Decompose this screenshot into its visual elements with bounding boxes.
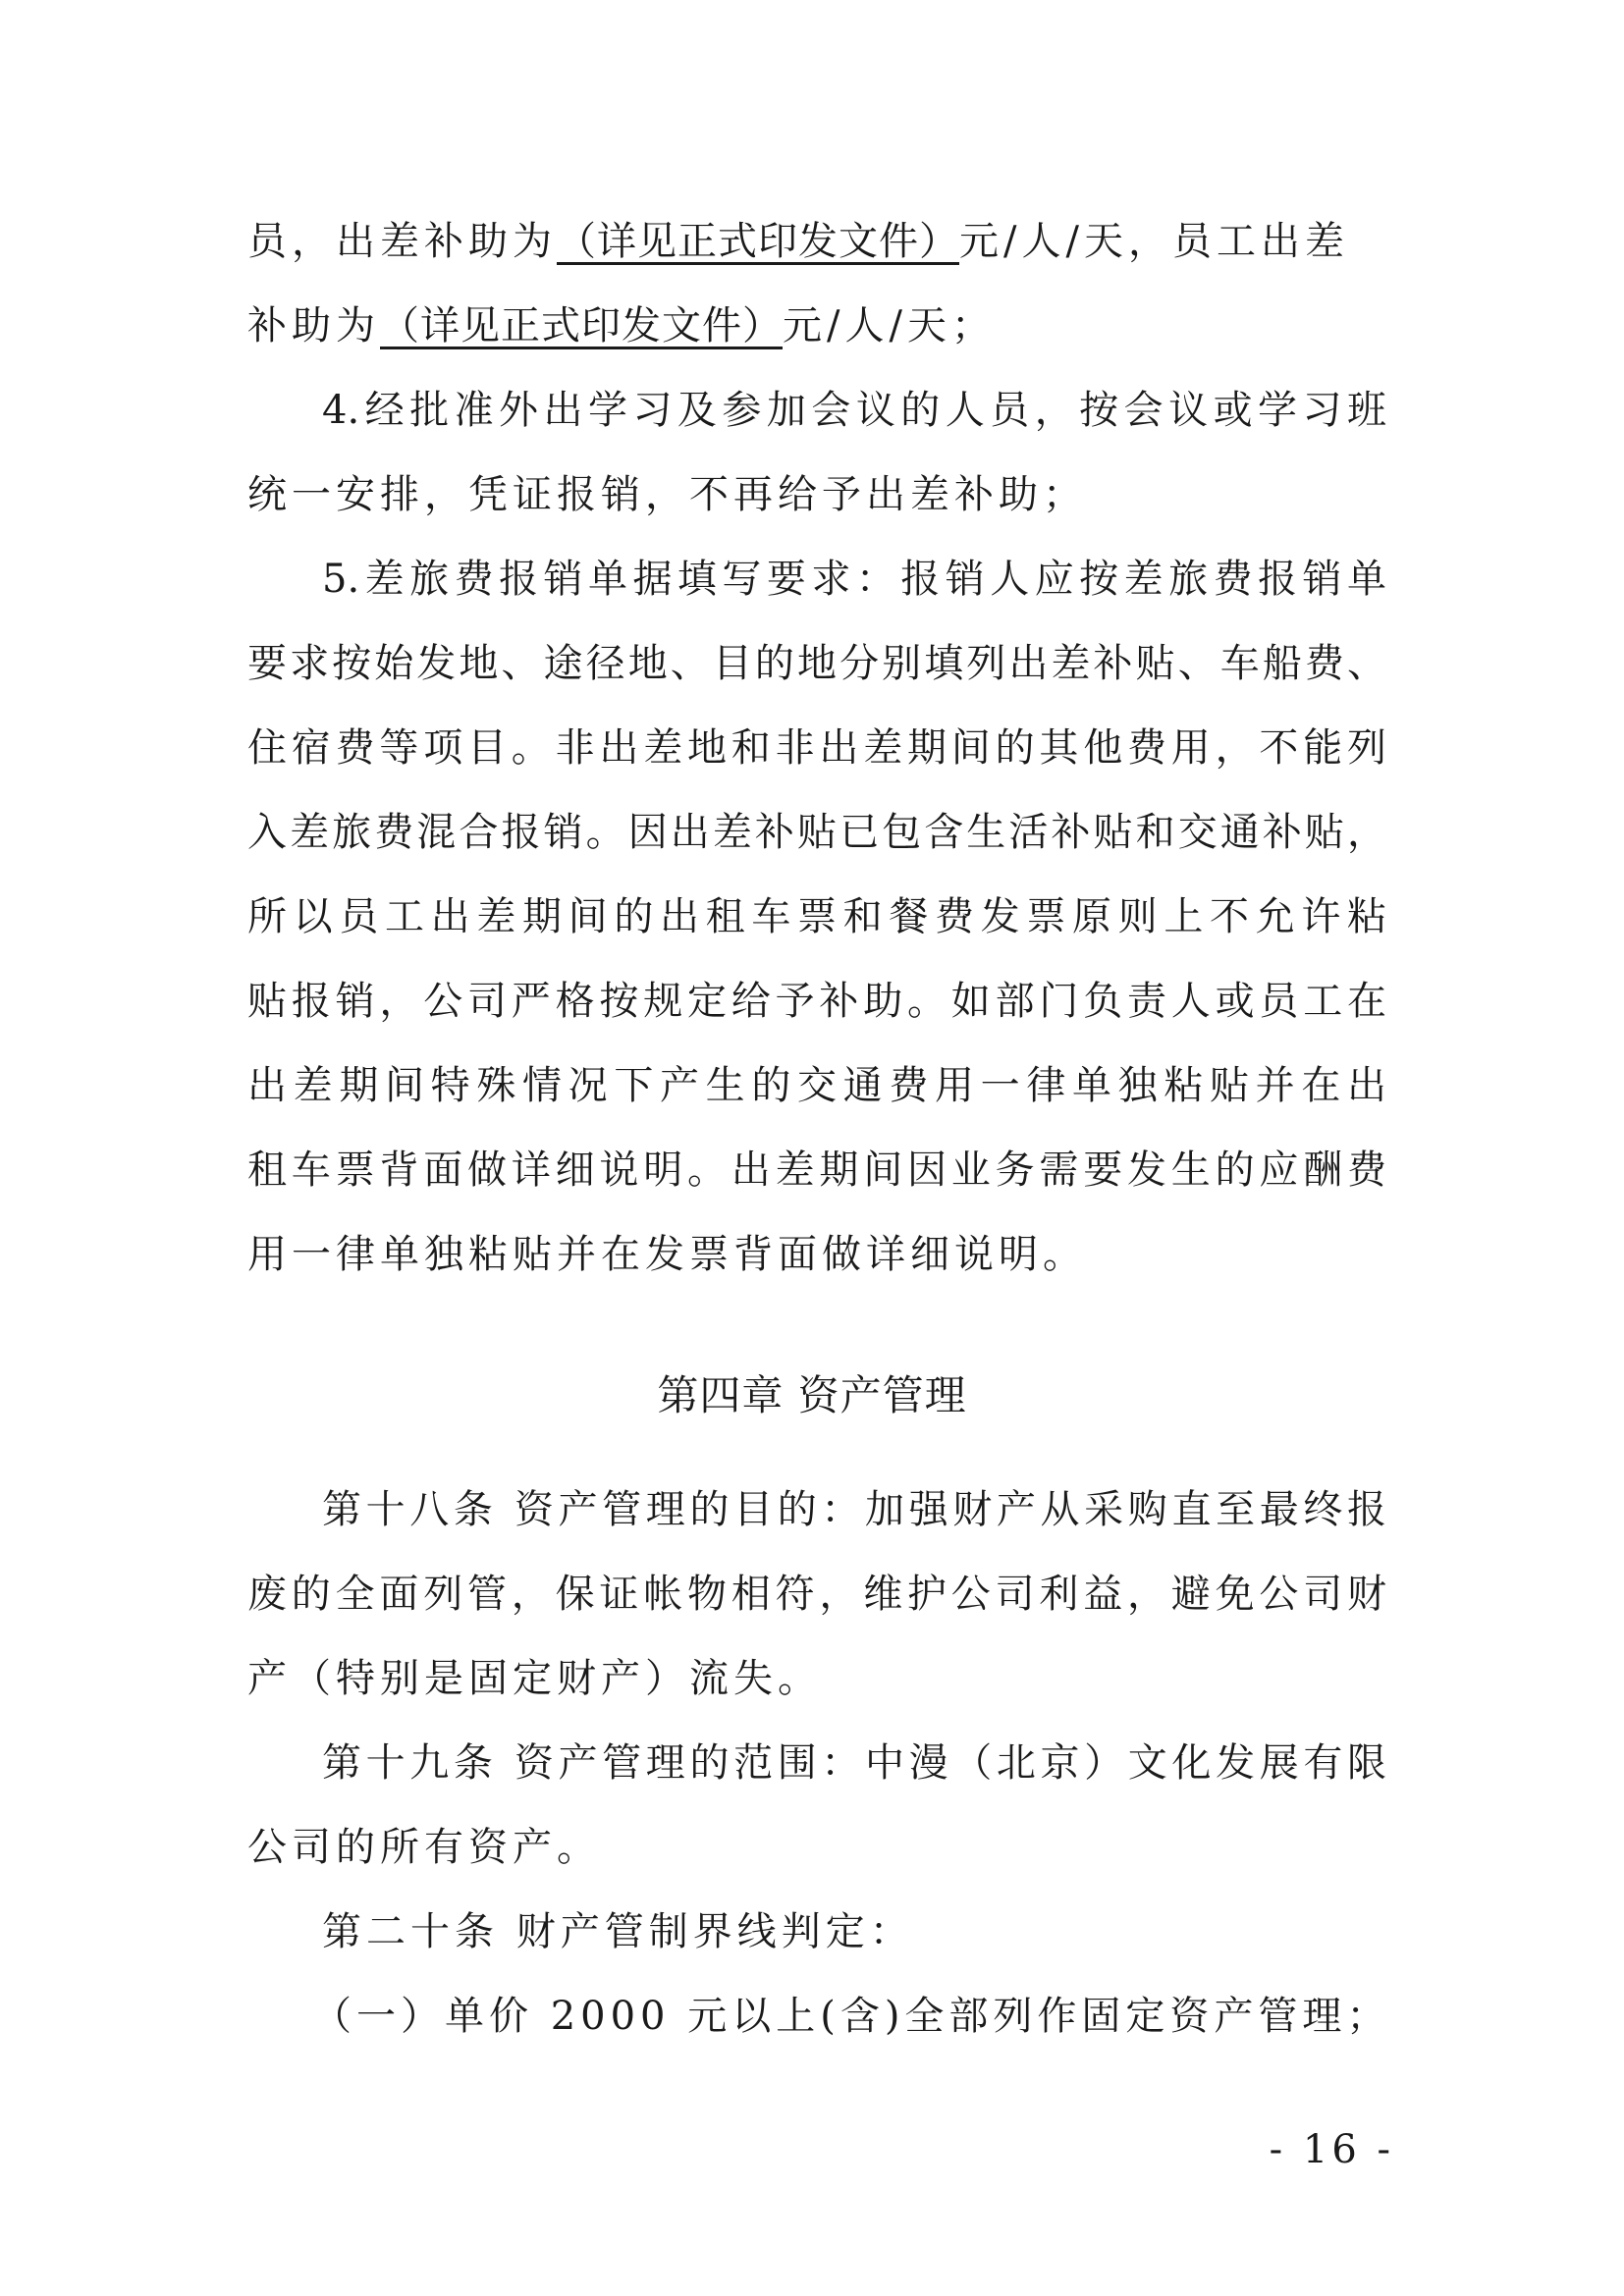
text-line: （一）单价 2000 元以上(含)全部列作固定资产管理； — [312, 1994, 1391, 2039]
text-line: 要求按始发地、途径地、目的地分别填列出差补贴、车船费、 — [247, 641, 1386, 686]
chapter-heading: 第四章 资产管理 — [657, 1371, 967, 1419]
text-line — [247, 298, 1386, 353]
text-segment: 元/人/天，员工出差 — [959, 219, 1349, 264]
text-line: 租车票背面做详细说明。出差期间因业务需要发生的应酬费 — [247, 1148, 1386, 1193]
text-segment: 员，出差补助为 — [247, 219, 557, 264]
underlined-placeholder: （详见正式印发文件） — [557, 219, 959, 264]
text-line: 第十八条 资产管理的目的：加强财产从采购直至最终报 — [322, 1487, 1386, 1532]
text-line: 产（特别是固定财产）流失。 — [247, 1656, 822, 1701]
text-line — [247, 214, 1386, 269]
text-segment: 补助为 — [247, 303, 380, 348]
text-line: 统一安排，凭证报销，不再给予出差补助； — [247, 472, 1087, 517]
text-line: 贴报销，公司严格按规定给予补助。如部门负责人或员工在 — [247, 979, 1386, 1024]
text-line: 5.差旅费报销单据填写要求：报销人应按差旅费报销单 — [322, 557, 1386, 602]
text-line: 废的全面列管，保证帐物相符，维护公司利益，避免公司财 — [247, 1572, 1386, 1617]
text-line: 公司的所有资产。 — [247, 1825, 601, 1870]
text-line: 出差期间特殊情况下产生的交通费用一律单独粘贴并在出 — [247, 1063, 1386, 1108]
text-line: 第二十条 财产管制界线判定： — [322, 1909, 914, 1954]
text-line: 第十九条 资产管理的范围：中漫（北京）文化发展有限 — [322, 1740, 1386, 1786]
text-line: 用一律单独粘贴并在发票背面做详细说明。 — [247, 1232, 1087, 1277]
text-line: 住宿费等项目。非出差地和非出差期间的其他费用，不能列 — [247, 725, 1386, 771]
underlined-placeholder: （详见正式印发文件） — [380, 303, 783, 348]
text-line: 4.经批准外出学习及参加会议的人员，按会议或学习班 — [322, 388, 1386, 433]
text-segment: 元/人/天； — [783, 303, 996, 348]
page-number: - 16 - — [1269, 2127, 1394, 2172]
text-line: 所以员工出差期间的出租车票和餐费发票原则上不允许粘 — [247, 894, 1386, 939]
text-line: 入差旅费混合报销。因出差补贴已包含生活补贴和交通补贴， — [247, 810, 1386, 855]
